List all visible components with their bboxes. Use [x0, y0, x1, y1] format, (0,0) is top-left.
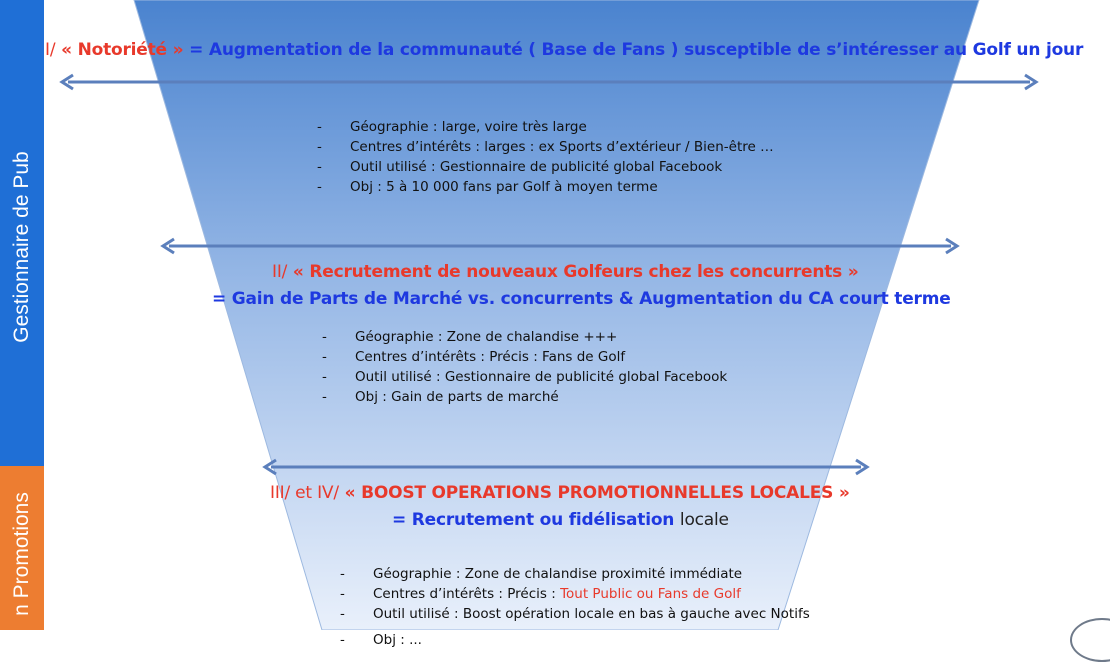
stage2-bullet: - Géographie : Zone de chalandise +++ — [322, 327, 727, 347]
stage3-bullet-cut: - Obj : ... — [340, 630, 810, 650]
stage3-description-blue: Recrutement ou fidélisation — [411, 510, 675, 530]
stage3-bullet-highlight: Tout Public ou Fans de Golf — [560, 586, 741, 602]
stage3-bullet: - Outil utilisé : Boost opération locale en bas à gauche avec Notifs — [340, 604, 810, 624]
stage2-heading-line1 — [272, 262, 859, 282]
sidebar-top-label: Gestionnaire de Pub — [10, 151, 33, 343]
stage1-bullet-list — [317, 117, 774, 197]
stage2-bullet: - Centres d’intérêts : Précis : Fans de Golf — [322, 347, 727, 367]
stage3-bullet: - Géographie : Zone de chalandise proximité immédiate — [340, 564, 810, 584]
stage2-heading-line2 — [212, 289, 951, 309]
stage2-bullet: - Outil utilisé : Gestionnaire de publicité global Facebook — [322, 367, 727, 387]
stage1-bullet: - Outil utilisé : Gestionnaire de publicité global Facebook — [317, 157, 774, 177]
stage1-description: Augmentation de la communauté ( Base de Fans ) susceptible de s’intéresser au Golf un jour — [208, 40, 1084, 60]
stage3-heading-line1 — [270, 483, 850, 503]
stage2-name: « Recrutement de nouveaux Golfeurs chez les concurrents » — [292, 262, 859, 282]
stage3-bullet — [340, 584, 810, 604]
stage3-prefix: III/ et IV/ — [270, 483, 339, 503]
stage3-bullet-text: Centres d’intérêts : Précis : — [373, 586, 561, 602]
sidebar-bottom-label: n Promotions — [10, 492, 33, 616]
stage1-name: « Notoriété » — [61, 40, 184, 60]
stage1-bullet: - Obj : 5 à 10 000 fans par Golf à moyen terme — [317, 177, 774, 197]
stage3-description-dark: locale — [679, 510, 729, 530]
stage1-prefix: I/ — [45, 40, 56, 60]
stage1-bullet: - Centres d’intérêts : larges : ex Sports d’extérieur / Bien-être … — [317, 137, 774, 157]
stage3-bullet-list — [340, 564, 810, 648]
stage2-bullet-list — [322, 327, 727, 407]
stage1-equals: = — [189, 40, 204, 60]
stage3-equals: = — [392, 510, 407, 530]
stage2-prefix: II/ — [272, 262, 288, 282]
stage2-bullet: - Obj : Gain de parts de marché — [322, 387, 727, 407]
stage3-name: « BOOST OPERATIONS PROMOTIONNELLES LOCALES » — [344, 483, 850, 503]
stage2-description: Gain de Parts de Marché vs. concurrents & Augmentation du CA court terme — [231, 289, 951, 309]
funnel-shape — [134, 0, 979, 630]
stage3-heading-line2 — [392, 510, 729, 530]
stage1-bullet: - Géographie : large, voire très large — [317, 117, 774, 137]
stage2-equals: = — [212, 289, 227, 309]
stage1-heading — [45, 40, 1083, 60]
